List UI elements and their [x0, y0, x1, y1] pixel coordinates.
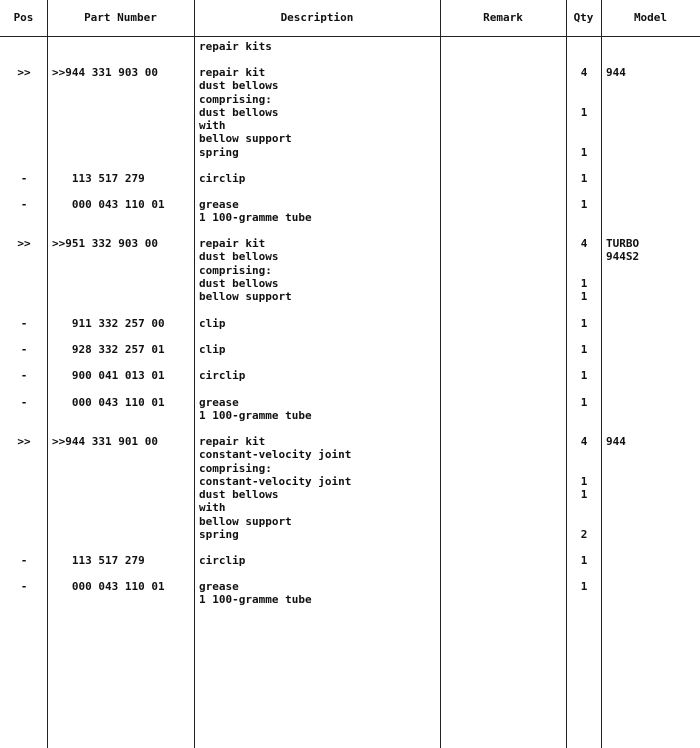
row-pos: - [20, 317, 28, 330]
row-pos: - [20, 580, 28, 593]
header-model: Model [633, 11, 668, 24]
row-description: repair kit dust bellows comprising: dust bellows bellow support [199, 237, 292, 304]
row-pos: - [20, 198, 28, 211]
row-part-number: 928 332 257 01 [52, 343, 165, 356]
row-part-number: >>951 332 903 00 [52, 237, 158, 250]
row-qty: 1 [580, 369, 588, 382]
row-pos: - [20, 396, 28, 409]
row-pos: - [20, 172, 28, 185]
row-part-number: 000 043 110 01 [52, 580, 165, 593]
row-description: clip [199, 343, 226, 356]
row-description: clip [199, 317, 226, 330]
row-description: grease 1 100-gramme tube [199, 198, 312, 225]
row-description: grease 1 100-gramme tube [199, 580, 312, 607]
row-pos: >> [17, 237, 31, 250]
row-qty: 4 1 1 [580, 66, 588, 159]
row-part-number: >>944 331 903 00 [52, 66, 158, 79]
row-description: grease 1 100-gramme tube [199, 396, 312, 423]
row-qty: 1 [580, 198, 588, 211]
row-part-number: 000 043 110 01 [52, 198, 165, 211]
row-part-number: 900 041 013 01 [52, 369, 165, 382]
row-qty: 1 [580, 580, 588, 593]
row-part-number: 113 517 279 [52, 172, 145, 185]
header-divider [0, 36, 700, 37]
row-qty: 1 [580, 317, 588, 330]
row-part-number: >>944 331 901 00 [52, 435, 158, 448]
row-description: repair kits [199, 40, 272, 53]
row-description: repair kit constant-velocity joint comprising: constant-velocity joint dust bellows with bellow support spring [199, 435, 352, 542]
header-pos: Pos [13, 11, 34, 24]
row-pos: - [20, 369, 28, 382]
row-qty: 4 1 1 2 [580, 435, 588, 542]
row-model: 944 [606, 66, 626, 79]
row-part-number: 000 043 110 01 [52, 396, 165, 409]
row-pos: - [20, 554, 28, 567]
row-part-number: 113 517 279 [52, 554, 145, 567]
row-pos: >> [17, 435, 31, 448]
row-description: circlip [199, 172, 246, 185]
row-pos: - [20, 343, 28, 356]
column-divider [440, 0, 441, 748]
row-qty: 1 [580, 343, 588, 356]
row-qty: 1 [580, 172, 588, 185]
row-description: circlip [199, 554, 246, 567]
row-part-number: 911 332 257 00 [52, 317, 165, 330]
header-remark: Remark [483, 11, 523, 24]
header-part-number: Part Number [84, 11, 157, 24]
row-model: TURBO 944S2 [606, 237, 640, 264]
column-divider [194, 0, 195, 748]
row-qty: 4 1 1 [580, 237, 588, 304]
row-description: circlip [199, 369, 246, 382]
header-qty: Qty [573, 11, 594, 24]
row-description: repair kit dust bellows comprising: dust bellows with bellow support spring [199, 66, 292, 159]
row-qty: 1 [580, 396, 588, 409]
row-model: 944 [606, 435, 626, 448]
header-description: Description [280, 11, 354, 24]
row-pos: >> [17, 66, 31, 79]
row-qty: 1 [580, 554, 588, 567]
